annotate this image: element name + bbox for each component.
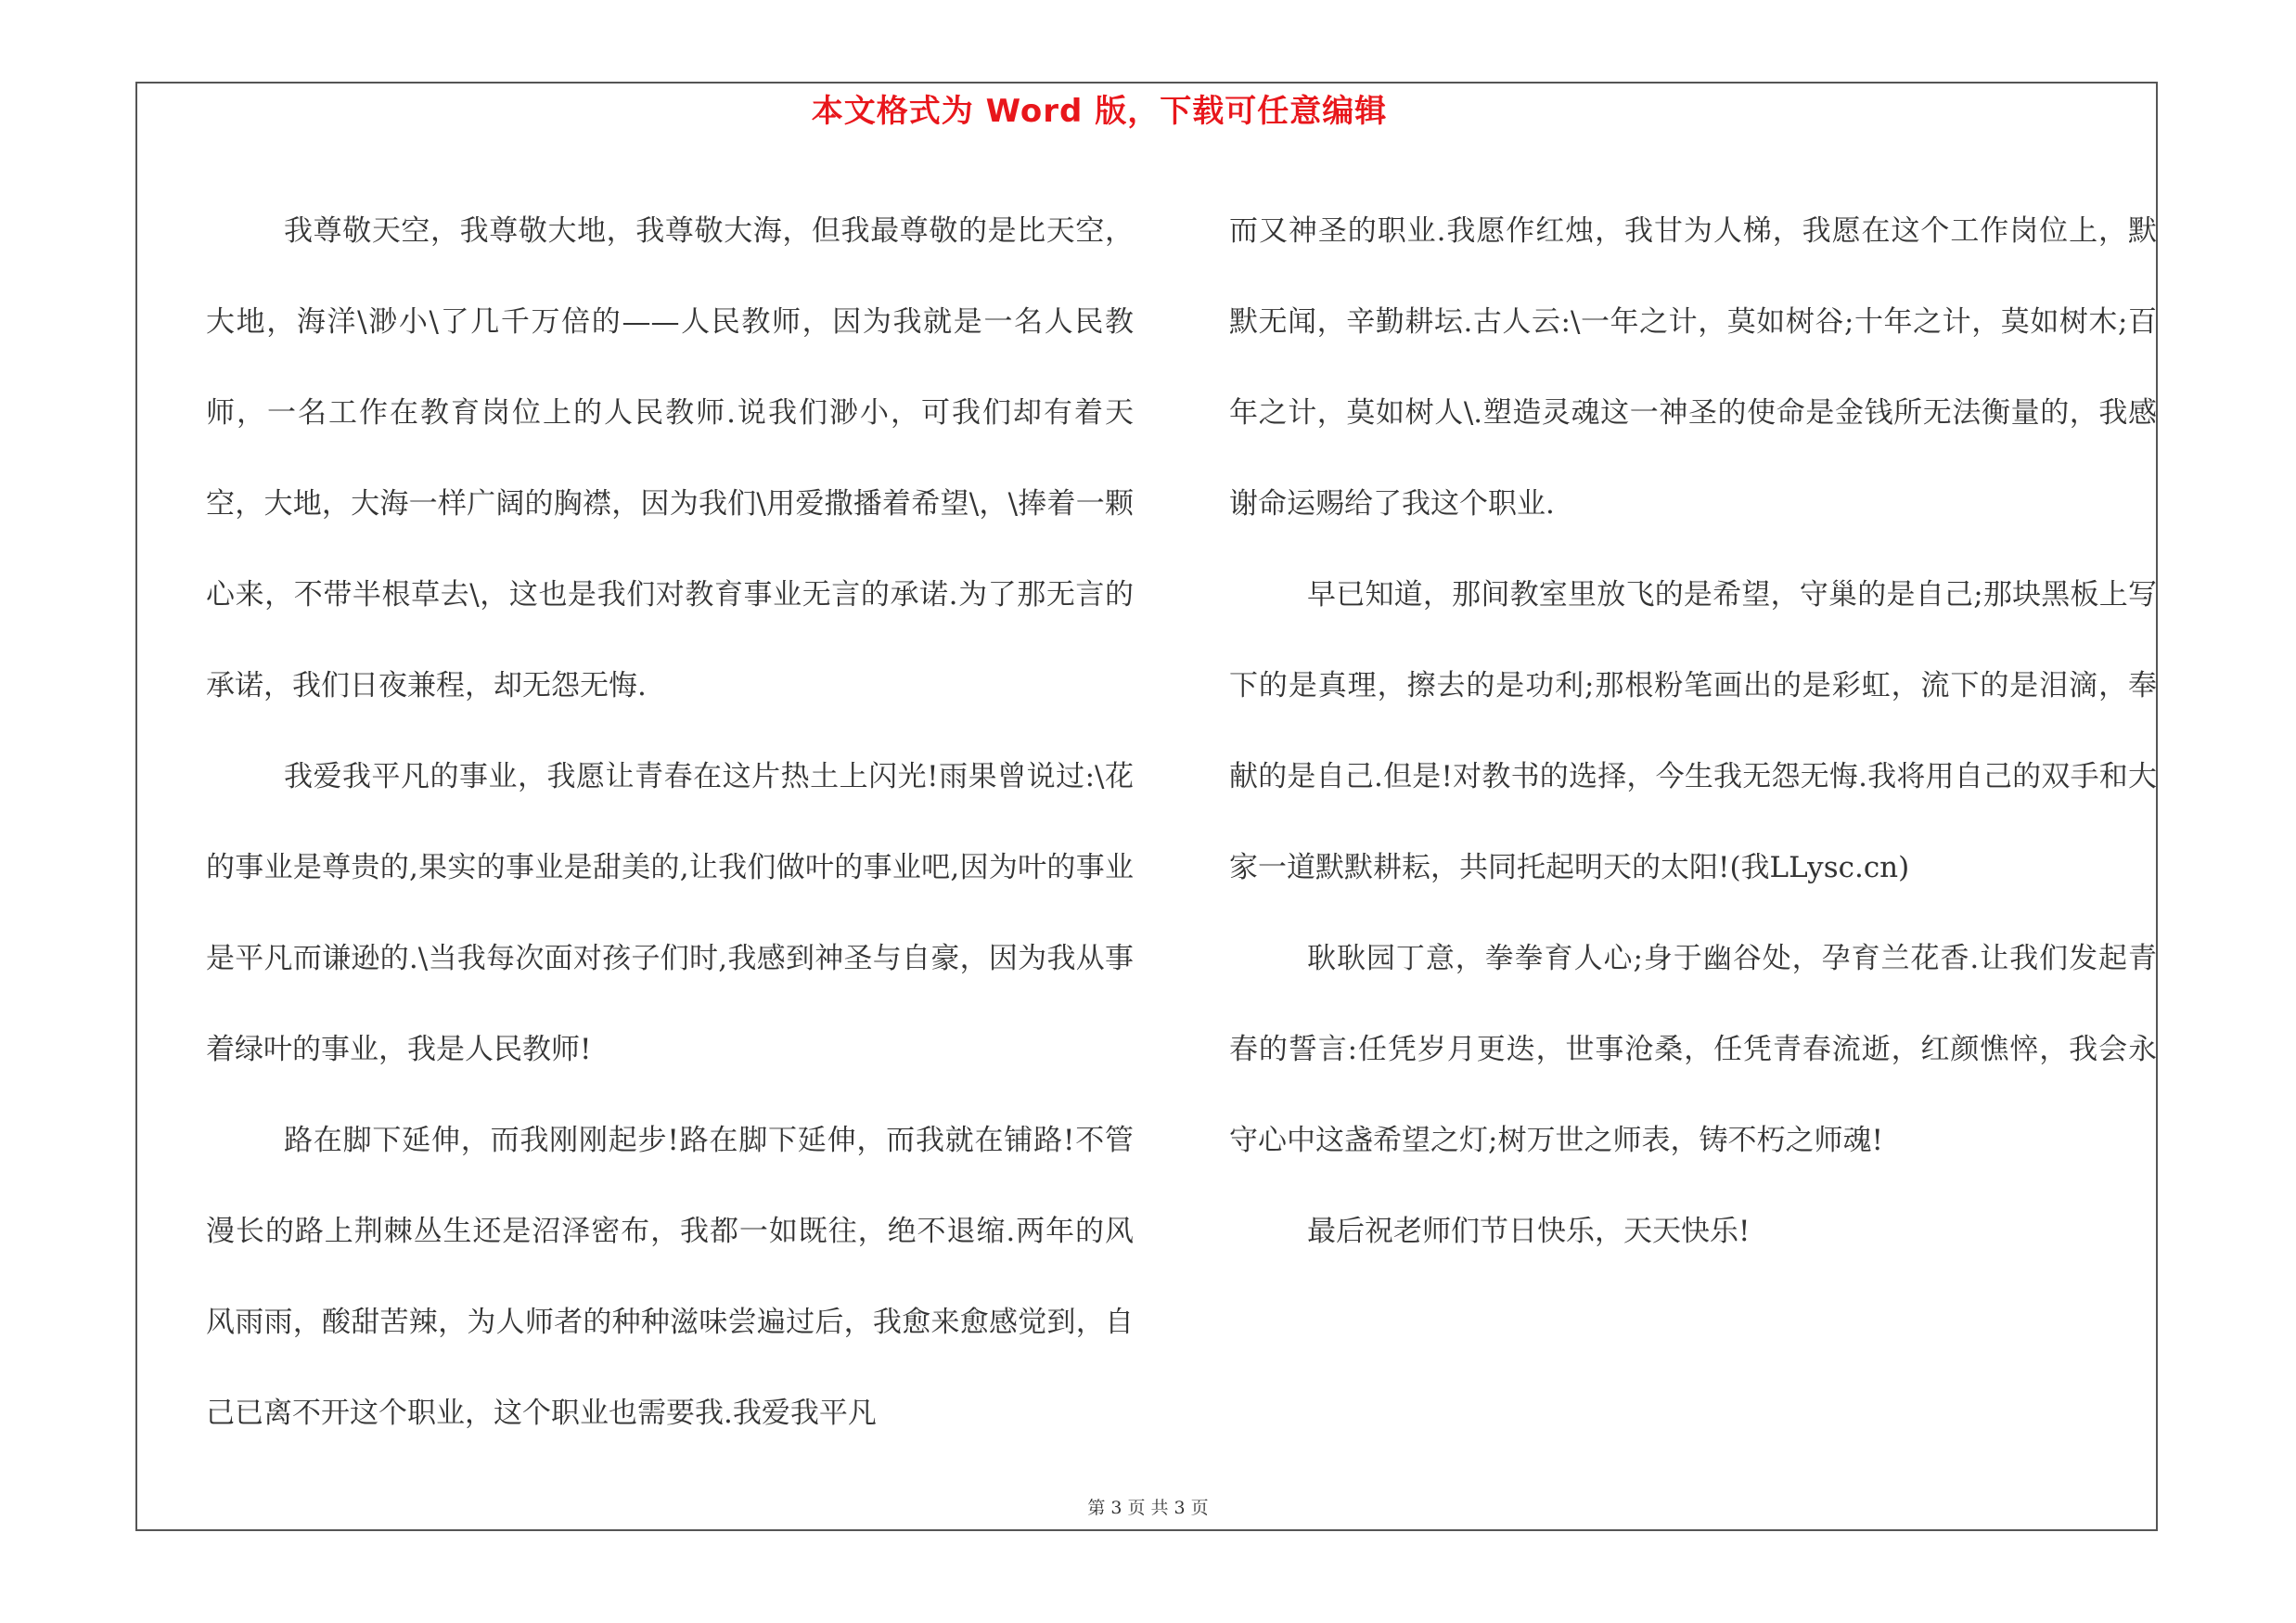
right-text-column (1229, 186, 2157, 1277)
left-text-column (206, 186, 1134, 1459)
paragraph: 我爱我平凡的事业，我愿让青春在这片热土上闪光!雨果曾说过:\花的事业是尊贵的,果实的事业是甜美的,让我们做叶的事业吧,因为叶的事业是平凡而谦逊的.\当我每次面对孩子们时,我感到神圣与自豪，因为我从事着绿叶的事业，我是人民教师! (206, 760, 1134, 1066)
paragraph: 耿耿园丁意，拳拳育人心;身于幽谷处，孕育兰花香.让我们发起青春的誓言:任凭岁月更迭，世事沧桑，任凭青春流逝，红颜憔悴，我会永守心中这盏希望之灯;树万世之师表，铸不朽之师魂! (1229, 942, 2157, 1157)
paragraph: 我尊敬天空，我尊敬大地，我尊敬大海，但我最尊敬的是比天空，大地，海洋\渺小\了几千万倍的——人民教师，因为我就是一名人民教师，一名工作在教育岗位上的人民教师.说我们渺小，可我们却有着天空，大地，大海一样广阔的胸襟，因为我们\用爱撒播着希望\，\捧着一颗心来，不带半根草去\，这也是我们对教育事业无言的承诺.为了那无言的承诺，我们日夜兼程，却无怨无悔. (206, 214, 1134, 702)
word-format-banner: 本文格式为 Word 版，下载可任意编辑 (811, 93, 1388, 130)
page-number: 第 3 页 共 3 页 (1087, 1498, 1209, 1518)
paragraph-continued: 而又神圣的职业.我愿作红烛，我甘为人梯，我愿在这个工作岗位上，默默无闻，辛勤耕坛.古人云:\一年之计，莫如树谷;十年之计，莫如树木;百年之计，莫如树人\.塑造灵魂这一神圣的使命是金钱所无法衡量的，我感谢命运赐给了我这个职业. (1229, 214, 2157, 521)
paragraph: 最后祝老师们节日快乐，天天快乐! (1307, 1215, 1751, 1248)
paragraph: 早已知道，那间教室里放飞的是希望，守巢的是自己;那块黑板上写下的是真理，擦去的是功利;那根粉笔画出的是彩虹，流下的是泪滴，奉献的是自己.但是!对教书的选择，今生我无怨无悔.我将用自己的双手和大家一道默默耕耘，共同托起明天的太阳!(我LLysc.cn) (1229, 578, 2157, 884)
paragraph: 路在脚下延伸，而我刚刚起步!路在脚下延伸，而我就在铺路!不管漫长的路上荆棘丛生还是沼泽密布，我都一如既往，绝不退缩.两年的风风雨雨，酸甜苦辣，为人师者的种种滋味尝遍过后，我愈来愈感觉到，自己已离不开这个职业，这个职业也需要我.我爱我平凡 (206, 1124, 1134, 1430)
